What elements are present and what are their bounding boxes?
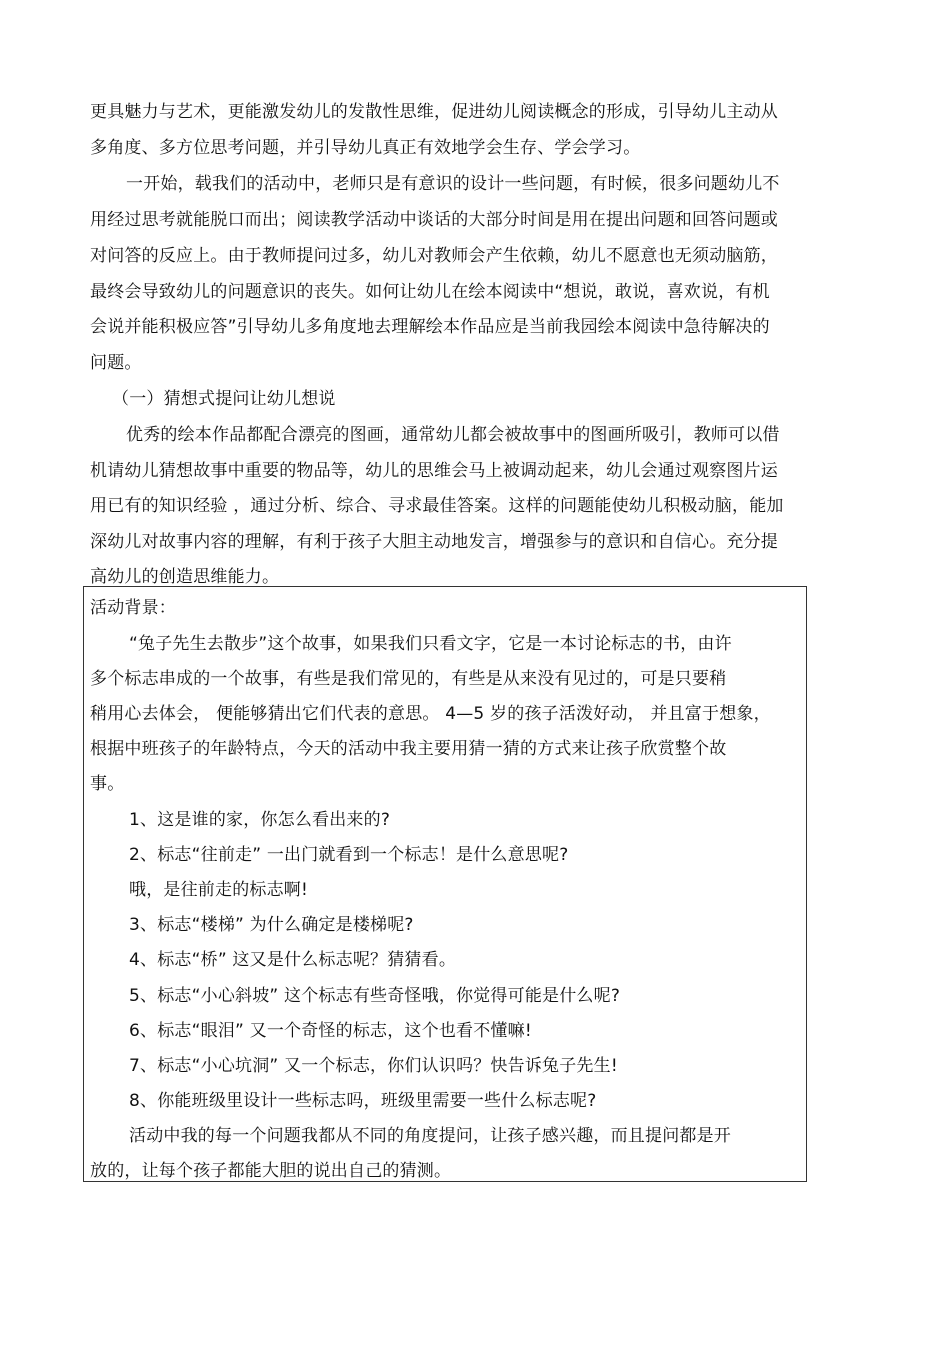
box-paragraph-line: “兔子先生去散步”这个故事，如果我们只看文字，它是一本讨论标志的书，由许 bbox=[129, 634, 732, 654]
body-text-line: 深幼儿对故事内容的理解，有利于孩子大胆主动地发言，增强参与的意识和自信心。充分提 bbox=[90, 532, 778, 552]
question-item: 哦，是往前走的标志啊! bbox=[129, 880, 309, 900]
body-text-line: 一开始，载我们的活动中，老师只是有意识的设计一些问题，有时候，很多问题幼儿不 bbox=[126, 174, 780, 194]
body-text-line: 用已有的知识经验 ，通过分析、综合、寻求最佳答案。这样的问题能使幼儿积极动脑，能加 bbox=[90, 496, 784, 516]
question-item: 1、这是谁的家，你怎么看出来的? bbox=[129, 810, 391, 830]
question-item: 6、标志“眼泪” 又一个奇怪的标志，这个也看不懂嘛! bbox=[129, 1021, 532, 1041]
box-paragraph-line: 多个标志串成的一个故事，有些是我们常见的，有些是从来没有见过的，可是只要稍 bbox=[90, 669, 727, 689]
activity-background-box bbox=[83, 586, 807, 1182]
body-text-line: 多角度、多方位思考问题，并引导幼儿真正有效地学会生存、学会学习。 bbox=[90, 138, 641, 158]
body-text-line: 对问答的反应上。由于教师提问过多，幼儿对教师会产生依赖，幼儿不愿意也无须动脑筋， bbox=[90, 246, 778, 266]
box-heading: 活动背景： bbox=[90, 598, 176, 618]
question-item: 3、标志“楼梯” 为什么确定是楼梯呢? bbox=[129, 915, 414, 935]
box-paragraph-line: 事。 bbox=[90, 774, 125, 794]
body-text-line: 会说并能积极应答”引导幼儿多角度地去理解绘本作品应是当前我园绘本阅读中急待解决的 bbox=[90, 317, 770, 337]
question-item: 2、标志“往前走” 一出门就看到一个标志！是什么意思呢? bbox=[129, 845, 569, 865]
body-text-line: 优秀的绘本作品都配合漂亮的图画，通常幼儿都会被故事中的图画所吸引，教师可以借 bbox=[126, 425, 780, 445]
question-item: 4、标志“桥” 这又是什么标志呢？猜猜看。 bbox=[129, 950, 457, 970]
body-text-line: 更具魅力与艺术，更能激发幼儿的发散性思维，促进幼儿阅读概念的形成，引导幼儿主动从 bbox=[90, 102, 778, 122]
box-paragraph-line: 根据中班孩子的年龄特点，今天的活动中我主要用猜一猜的方式来让孩子欣赏整个故 bbox=[90, 739, 727, 759]
body-text-line: 用经过思考就能脱口而出；阅读教学活动中谈话的大部分时间是用在提出问题和回答问题或 bbox=[90, 210, 778, 230]
section-heading: （一）猜想式提问让幼儿想说 bbox=[112, 389, 336, 409]
box-closing-line: 活动中我的每一个问题我都从不同的角度提问，让孩子感兴趣，而且提问都是开 bbox=[129, 1126, 731, 1146]
box-closing-line: 放的，让每个孩子都能大胆的说出自己的猜测。 bbox=[90, 1161, 452, 1181]
question-item: 7、标志“小心坑洞” 又一个标志，你们认识吗？快告诉兔子先生! bbox=[129, 1056, 618, 1076]
body-text-line: 机请幼儿猜想故事中重要的物品等，幼儿的思维会马上被调动起来，幼儿会通过观察图片运 bbox=[90, 461, 778, 481]
question-item: 5、标志“小心斜坡” 这个标志有些奇怪哦，你觉得可能是什么呢? bbox=[129, 986, 621, 1006]
body-text-line: 最终会导致幼儿的问题意识的丧失。如何让幼儿在绘本阅读中“想说，敢说，喜欢说，有机 bbox=[90, 282, 770, 302]
question-item: 8、你能班级里设计一些标志吗，班级里需要一些什么标志呢? bbox=[129, 1091, 597, 1111]
box-paragraph-line: 稍用心去体会， 便能够猜出它们代表的意思。 4—5 岁的孩子活泼好动， 并且富于想象， bbox=[90, 704, 771, 724]
body-text-line: 问题。 bbox=[90, 353, 142, 373]
body-text-line: 高幼儿的创造思维能力。 bbox=[90, 567, 280, 587]
